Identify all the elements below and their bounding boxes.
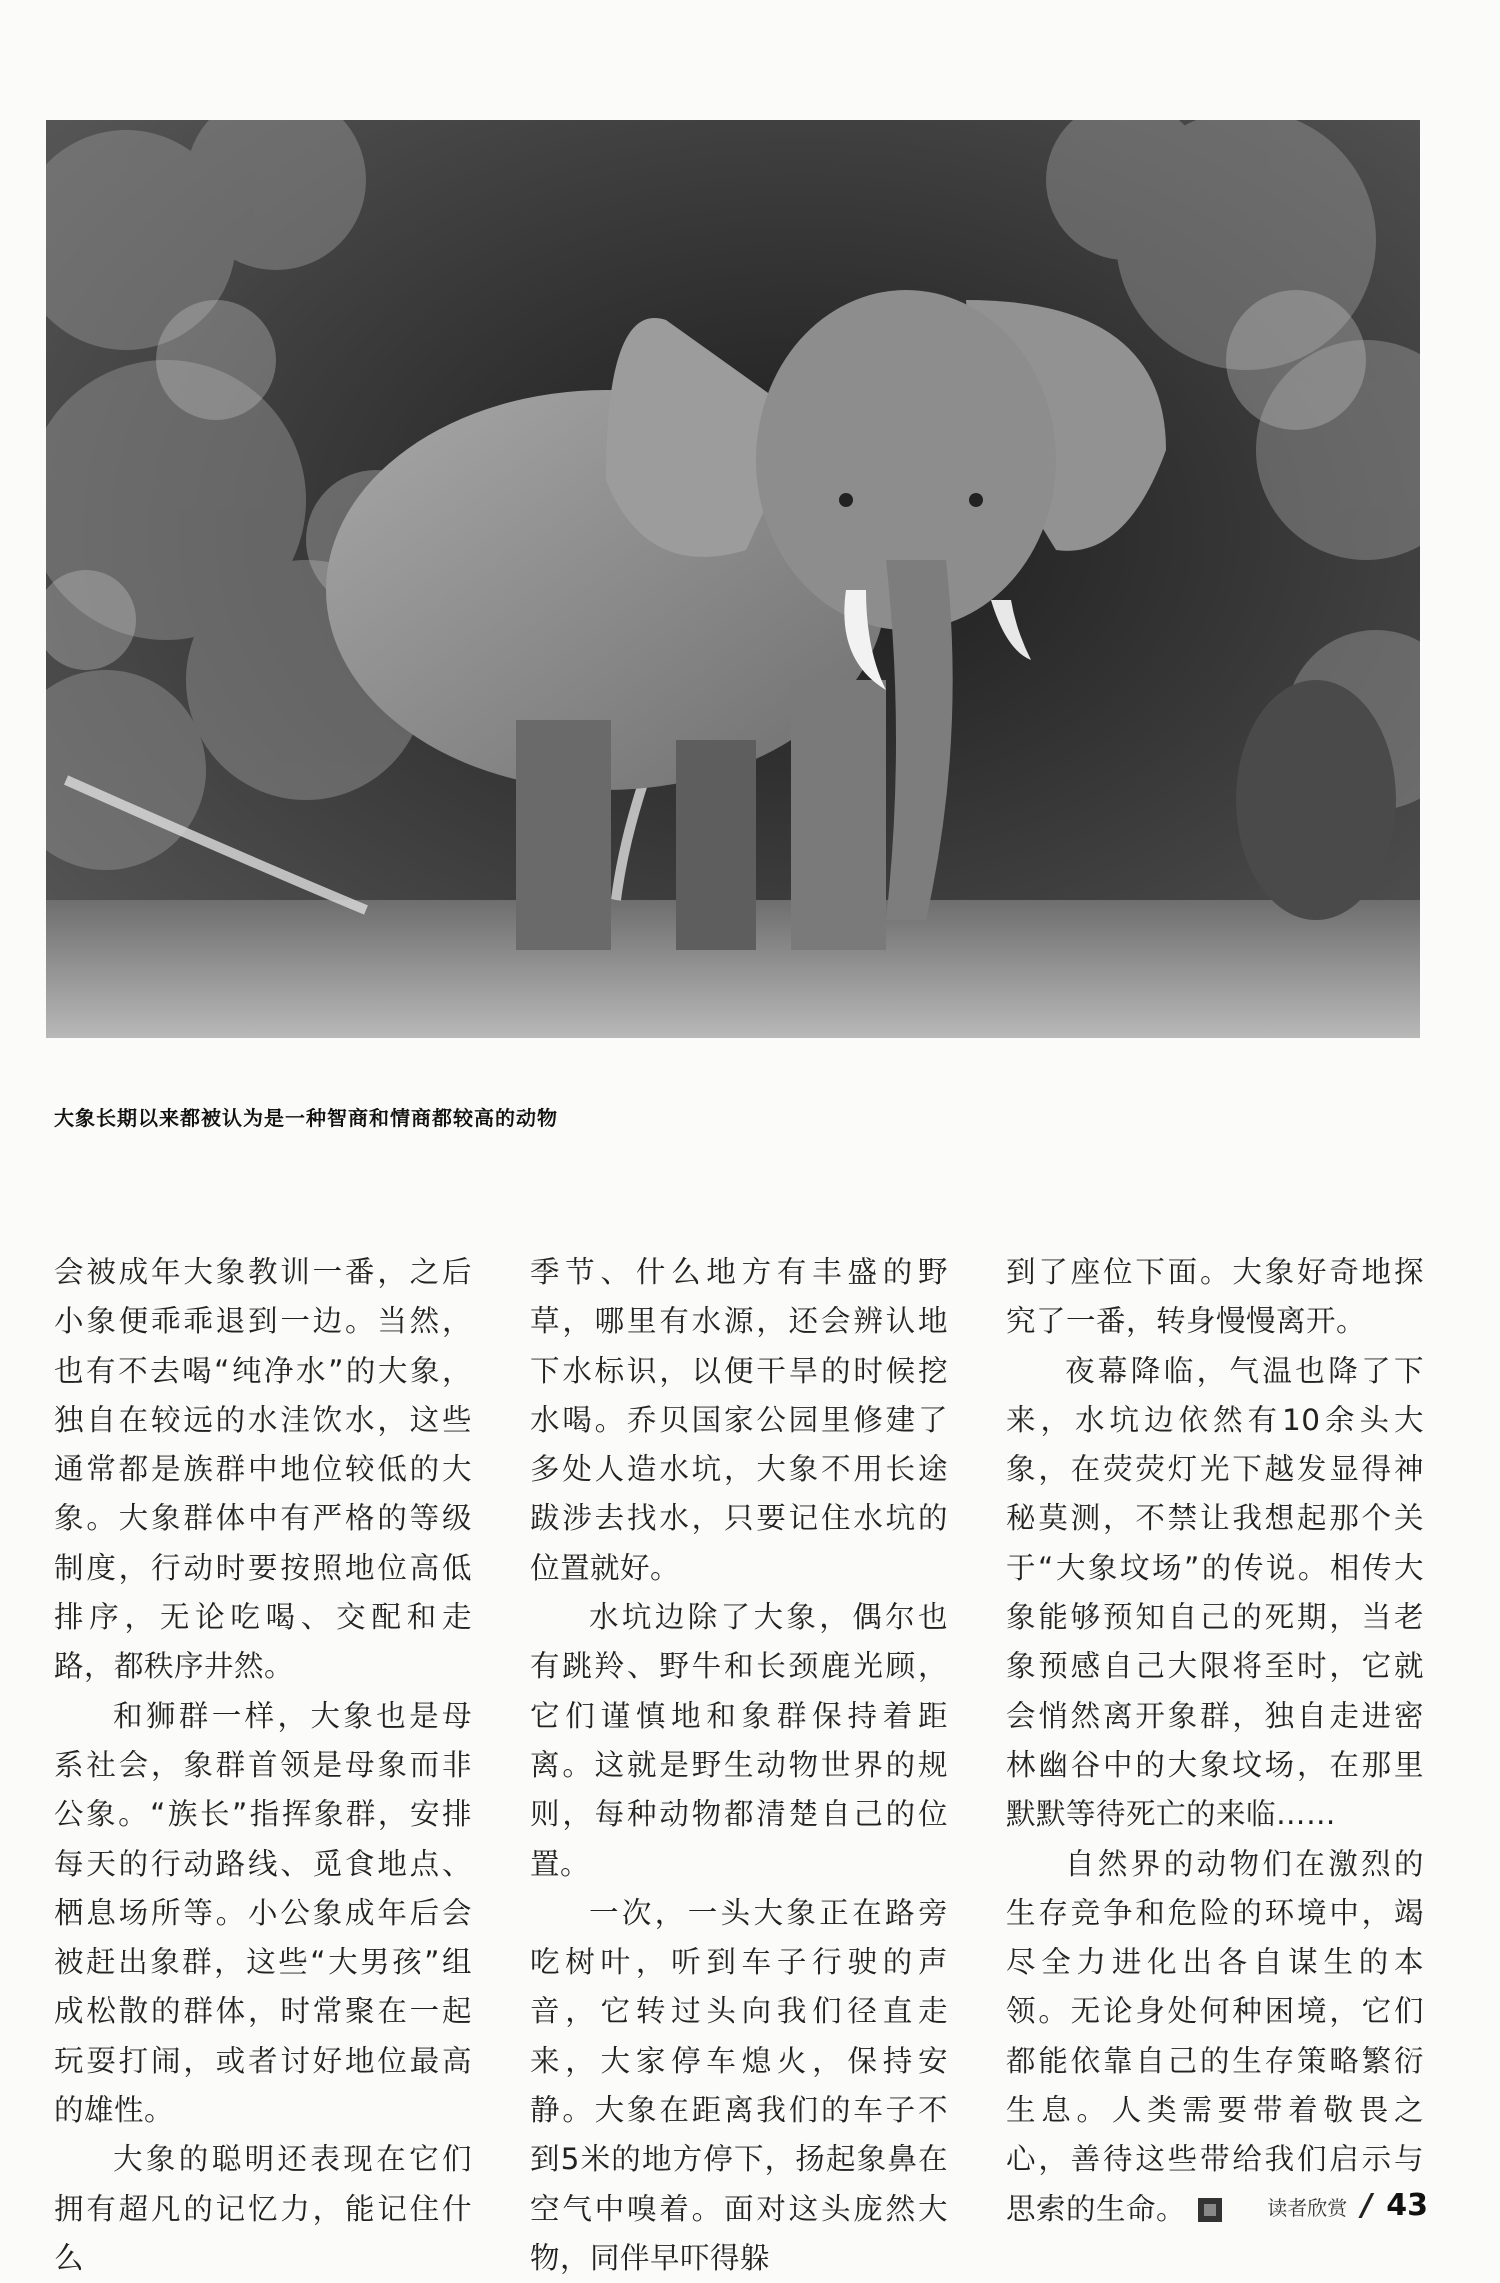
- paragraph: 一次，一头大象正在路旁吃树叶，听到车子行驶的声音，它转过头向我们径直走来，大家停车熄火，保持安静。大象在距离我们的车子不到5米的地方停下，扬起象鼻在空气中嗅着。面对这头庞然大物，同伴早吓得躲: [530, 1895, 948, 2275]
- paragraph: 季节、什么地方有丰盛的野草，哪里有水源，还会辨认地下水标识，以便干旱的时候挖水喝。乔贝国家公园里修建了多处人造水坑，大象不用长途跋涉去找水，只要记住水坑的位置就好。: [530, 1255, 948, 1585]
- article-column-3: [1006, 1248, 1424, 2234]
- magazine-name: 读者欣赏: [1267, 2196, 1348, 2220]
- paragraph: 到了座位下面。大象好奇地探究了一番，转身慢慢离开。: [1006, 1255, 1424, 1339]
- paragraph-text: 自然界的动物们在激烈的生存竞争和危险的环境中，竭尽全力进化出各自谋生的本领。无论身处何种困境，它们都能依靠自己的生存策略繁衍生息。人类需要带着敬畏之心，善待这些带给我们启示与思索的生命。: [1006, 1846, 1424, 2226]
- paragraph-final: [1006, 1840, 1424, 2234]
- elephant-illustration: [46, 120, 1420, 1038]
- elephant-photo: [46, 120, 1420, 1038]
- paragraph: 和狮群一样，大象也是母系社会，象群首领是母象而非公象。“族长”指挥象群，安排每天的行动路线、觅食地点、栖息场所等。小公象成年后会被赶出象群，这些“大男孩”组成松散的群体，时常聚在一起玩耍打闹，或者讨好地位最高的雄性。: [54, 1698, 472, 2128]
- end-mark-icon: [1198, 2198, 1222, 2222]
- article-column-2: [530, 1248, 948, 2283]
- paragraph: 水坑边除了大象，偶尔也有跳羚、野牛和长颈鹿光顾，它们谨慎地和象群保持着距离。这就是野生动物世界的规则，每种动物都清楚自己的位置。: [530, 1600, 948, 1881]
- page-footer: [1267, 2188, 1428, 2223]
- article-column-1: [54, 1248, 472, 2283]
- paragraph: 会被成年大象教训一番，之后小象便乖乖退到一边。当然，也有不去喝“纯净水”的大象，独自在较远的水洼饮水，这些通常都是族群中地位较低的大象。大象群体中有严格的等级制度，行动时要按照地位高低排序，无论吃喝、交配和走路，都秩序井然。: [54, 1255, 472, 1684]
- page-number: 43: [1386, 2188, 1428, 2223]
- paragraph: 大象的聪明还表现在它们拥有超凡的记忆力，能记住什么: [54, 2142, 472, 2275]
- paragraph: 夜幕降临，气温也降了下来，水坑边依然有10余头大象，在荧荧灯光下越发显得神秘莫测，不禁让我想起那个关于“大象坟场”的传说。相传大象能够预知自己的死期，当老象预感自己大限将至时，它就会悄然离开象群，独自走进密林幽谷中的大象坟场，在那里默默等待死亡的来临……: [1006, 1353, 1424, 1832]
- photo-caption: 大象长期以来都被认为是一种智商和情商都较高的动物: [54, 1106, 558, 1130]
- footer-separator: /: [1361, 2188, 1373, 2223]
